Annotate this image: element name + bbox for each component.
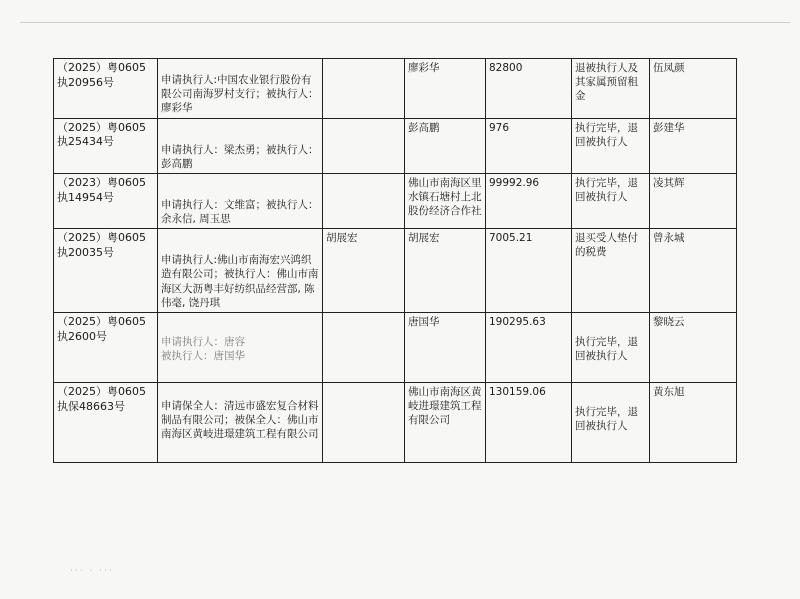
- parties-cell: [158, 229, 323, 313]
- table-row: [54, 382, 737, 462]
- agent-cell: [323, 118, 405, 173]
- parties-cell: [158, 312, 323, 382]
- amount-cell: 99992.96: [486, 173, 572, 228]
- table-row: [54, 173, 737, 228]
- reason-text: 执行完毕，退回被执行人: [575, 335, 638, 363]
- parties-text: 申请保全人：清远市盛宏复合材料制品有限公司；被保全人：佛山市南海区黄岐进璟建筑工程有限公司: [161, 399, 319, 441]
- page-top-edge: [20, 0, 790, 23]
- payee-cell: 彭高鹏: [405, 118, 486, 173]
- table-row: [54, 229, 737, 313]
- judge-cell: 彭建华: [650, 118, 737, 173]
- reason-cell: 退被执行人及其家属预留租金: [572, 59, 650, 119]
- table-row: [54, 59, 737, 119]
- agent-cell: [323, 382, 405, 462]
- parties-cell: [158, 173, 323, 228]
- payee-cell: 佛山市南海区里水镇石塘村上北股份经济合作社: [405, 173, 486, 228]
- judge-cell: 黎晓云: [650, 312, 737, 382]
- reason-cell: [572, 382, 650, 462]
- amount-cell: 976: [486, 118, 572, 173]
- judge-cell: 凌其辉: [650, 173, 737, 228]
- parties-text: 申请执行人:佛山市南海宏兴鸿织造有限公司；被执行人：佛山市南海区大沥粤丰好纺织品经营部, 陈伟毫, 饶丹琪: [161, 254, 319, 309]
- parties-text: 申请执行人:中国农业银行股份有限公司南海罗村支行；被执行人：廖彩华: [161, 74, 319, 115]
- reason-cell: 执行完毕，退回被执行人: [572, 173, 650, 228]
- reason-cell: 退买受人垫付的税费: [572, 229, 650, 313]
- parties-cell: [158, 382, 323, 462]
- case-refund-table: [53, 58, 737, 463]
- amount-cell: 130159.06: [486, 382, 572, 462]
- reason-text: 执行完毕，退回被执行人: [575, 405, 638, 433]
- agent-cell: 胡展宏: [323, 229, 405, 313]
- case-number-cell: （2025）粤0605执保48663号: [54, 382, 158, 462]
- agent-cell: [323, 312, 405, 382]
- judge-cell: 曾永城: [650, 229, 737, 313]
- judge-cell: 伍凤颜: [650, 59, 737, 119]
- footer-smudge: ··· · ···: [70, 566, 114, 576]
- case-number-cell: （2025）粤0605执25434号: [54, 118, 158, 173]
- reason-cell: 执行完毕，退回被执行人: [572, 118, 650, 173]
- agent-cell: [323, 173, 405, 228]
- table-row: [54, 312, 737, 382]
- case-number-cell: （2025）粤0605执20956号: [54, 59, 158, 119]
- payee-cell: 胡展宏: [405, 229, 486, 313]
- payee-cell: 廖彩华: [405, 59, 486, 119]
- respondent-text: 被执行人：唐国华: [161, 350, 245, 363]
- parties-text: 申请执行人：文维富；被执行人：余永信, 周玉思: [161, 198, 319, 226]
- agent-cell: [323, 59, 405, 119]
- judge-cell: 黄东旭: [650, 382, 737, 462]
- parties-text: 申请执行人：梁杰勇；被执行人：彭高鹏: [161, 143, 319, 170]
- parties-cell: [158, 118, 323, 173]
- applicant-text: 申请执行人：唐容: [161, 335, 245, 348]
- amount-cell: 190295.63: [486, 312, 572, 382]
- table-row: [54, 118, 737, 173]
- case-number-cell: （2025）粤0605执2600号: [54, 312, 158, 382]
- case-number-cell: （2023）粤0605执14954号: [54, 173, 158, 228]
- amount-cell: 7005.21: [486, 229, 572, 313]
- payee-cell: 佛山市南海区黄岐进璟建筑工程有限公司: [405, 382, 486, 462]
- reason-cell: [572, 312, 650, 382]
- case-number-cell: （2025）粤0605执20035号: [54, 229, 158, 313]
- payee-cell: 唐国华: [405, 312, 486, 382]
- amount-cell: 82800: [486, 59, 572, 119]
- parties-cell: [158, 59, 323, 119]
